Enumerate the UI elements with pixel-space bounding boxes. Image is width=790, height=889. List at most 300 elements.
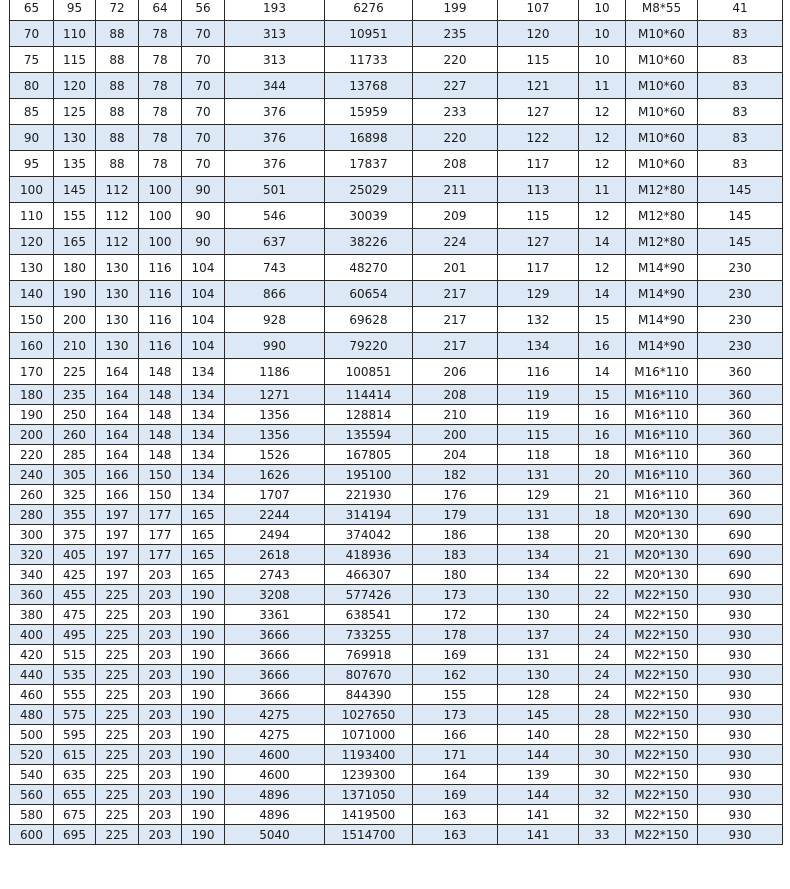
cell-len-b: 177: [139, 525, 182, 545]
cell-outer-dia: 405: [54, 545, 96, 565]
cell-bolt-torque: 360: [698, 485, 783, 505]
cell-len-a: 225: [96, 705, 139, 725]
cell-len-b: 100: [139, 229, 182, 255]
cell-len-a: 197: [96, 505, 139, 525]
cell-bolt-torque: 360: [698, 425, 783, 445]
cell-value-h: 209: [413, 203, 498, 229]
cell-value-h: 179: [413, 505, 498, 525]
cell-value-h: 208: [413, 151, 498, 177]
cell-value-i: 117: [498, 255, 579, 281]
cell-value-h: 220: [413, 47, 498, 73]
cell-torque: 376: [225, 151, 325, 177]
table-row: [10, 545, 783, 565]
cell-qty: 12: [579, 255, 626, 281]
cell-value-h: 182: [413, 465, 498, 485]
cell-len-b: 148: [139, 385, 182, 405]
cell-value-g: 48270: [325, 255, 413, 281]
cell-bolt-spec: M16*110: [626, 385, 698, 405]
cell-bolt-spec: M22*150: [626, 625, 698, 645]
cell-bolt-torque: 145: [698, 229, 783, 255]
cell-len-a: 164: [96, 359, 139, 385]
cell-value-h: 201: [413, 255, 498, 281]
cell-value-i: 130: [498, 585, 579, 605]
cell-qty: 20: [579, 525, 626, 545]
cell-torque: 3361: [225, 605, 325, 625]
cell-len-c: 190: [182, 805, 225, 825]
cell-len-b: 203: [139, 625, 182, 645]
cell-torque: 1707: [225, 485, 325, 505]
table-row: [10, 255, 783, 281]
cell-value-h: 206: [413, 359, 498, 385]
table-row: [10, 785, 783, 805]
cell-len-a: 166: [96, 465, 139, 485]
cell-value-h: 227: [413, 73, 498, 99]
table-row: [10, 745, 783, 765]
cell-qty: 10: [579, 47, 626, 73]
cell-torque: 3666: [225, 685, 325, 705]
cell-len-b: 203: [139, 785, 182, 805]
table-row: [10, 405, 783, 425]
cell-bolt-torque: 230: [698, 333, 783, 359]
cell-value-i: 115: [498, 425, 579, 445]
cell-len-a: 88: [96, 21, 139, 47]
cell-outer-dia: 425: [54, 565, 96, 585]
cell-value-h: 217: [413, 333, 498, 359]
cell-value-i: 127: [498, 99, 579, 125]
cell-bolt-spec: M20*130: [626, 505, 698, 525]
cell-value-g: 769918: [325, 645, 413, 665]
cell-value-g: 1419500: [325, 805, 413, 825]
cell-len-c: 70: [182, 99, 225, 125]
cell-bolt-torque: 41: [698, 0, 783, 21]
cell-value-g: 1371050: [325, 785, 413, 805]
cell-value-g: 30039: [325, 203, 413, 229]
cell-outer-dia: 325: [54, 485, 96, 505]
cell-torque: 4600: [225, 765, 325, 785]
cell-bolt-spec: M10*60: [626, 73, 698, 99]
cell-bolt-torque: 145: [698, 203, 783, 229]
cell-qty: 14: [579, 229, 626, 255]
cell-bolt-spec: M16*110: [626, 405, 698, 425]
cell-value-i: 113: [498, 177, 579, 203]
cell-qty: 18: [579, 445, 626, 465]
cell-value-i: 134: [498, 565, 579, 585]
cell-len-c: 190: [182, 765, 225, 785]
cell-len-b: 203: [139, 805, 182, 825]
cell-qty: 22: [579, 585, 626, 605]
cell-value-h: 217: [413, 307, 498, 333]
table-row: [10, 705, 783, 725]
cell-torque: 743: [225, 255, 325, 281]
cell-torque: 3666: [225, 625, 325, 645]
cell-size: 500: [10, 725, 54, 745]
cell-bolt-torque: 930: [698, 705, 783, 725]
cell-size: 380: [10, 605, 54, 625]
cell-size: 480: [10, 705, 54, 725]
cell-outer-dia: 455: [54, 585, 96, 605]
cell-len-a: 166: [96, 485, 139, 505]
cell-bolt-spec: M14*90: [626, 333, 698, 359]
cell-value-h: 210: [413, 405, 498, 425]
cell-value-h: 173: [413, 585, 498, 605]
cell-len-c: 90: [182, 229, 225, 255]
cell-outer-dia: 575: [54, 705, 96, 725]
cell-bolt-spec: M22*150: [626, 745, 698, 765]
cell-size: 280: [10, 505, 54, 525]
cell-value-i: 131: [498, 505, 579, 525]
cell-torque: 376: [225, 99, 325, 125]
cell-qty: 14: [579, 281, 626, 307]
cell-len-c: 70: [182, 73, 225, 99]
cell-value-i: 134: [498, 545, 579, 565]
cell-size: 100: [10, 177, 54, 203]
cell-bolt-spec: M22*150: [626, 805, 698, 825]
cell-qty: 24: [579, 645, 626, 665]
cell-size: 580: [10, 805, 54, 825]
cell-len-c: 165: [182, 505, 225, 525]
cell-qty: 12: [579, 99, 626, 125]
cell-bolt-spec: M10*60: [626, 21, 698, 47]
cell-value-h: 163: [413, 805, 498, 825]
cell-bolt-spec: M22*150: [626, 825, 698, 845]
cell-len-a: 225: [96, 785, 139, 805]
cell-outer-dia: 95: [54, 0, 96, 21]
cell-len-b: 116: [139, 255, 182, 281]
cell-value-g: 69628: [325, 307, 413, 333]
cell-len-c: 134: [182, 465, 225, 485]
cell-value-i: 137: [498, 625, 579, 645]
cell-len-a: 164: [96, 425, 139, 445]
cell-bolt-spec: M10*60: [626, 125, 698, 151]
cell-value-g: 100851: [325, 359, 413, 385]
table-row: [10, 685, 783, 705]
cell-value-h: 164: [413, 765, 498, 785]
cell-size: 260: [10, 485, 54, 505]
cell-value-g: 314194: [325, 505, 413, 525]
cell-outer-dia: 305: [54, 465, 96, 485]
cell-len-b: 150: [139, 465, 182, 485]
cell-bolt-spec: M22*150: [626, 685, 698, 705]
cell-len-c: 190: [182, 745, 225, 765]
cell-qty: 33: [579, 825, 626, 845]
table-row: [10, 445, 783, 465]
cell-qty: 10: [579, 0, 626, 21]
cell-size: 400: [10, 625, 54, 645]
cell-len-a: 164: [96, 445, 139, 465]
cell-bolt-torque: 930: [698, 645, 783, 665]
cell-bolt-torque: 930: [698, 765, 783, 785]
cell-outer-dia: 635: [54, 765, 96, 785]
cell-len-c: 70: [182, 151, 225, 177]
cell-value-i: 122: [498, 125, 579, 151]
cell-qty: 28: [579, 725, 626, 745]
cell-value-h: 211: [413, 177, 498, 203]
cell-qty: 14: [579, 359, 626, 385]
cell-bolt-torque: 83: [698, 125, 783, 151]
cell-value-i: 129: [498, 485, 579, 505]
cell-bolt-spec: M22*150: [626, 665, 698, 685]
cell-value-g: 1193400: [325, 745, 413, 765]
cell-value-i: 141: [498, 805, 579, 825]
cell-torque: 1526: [225, 445, 325, 465]
cell-bolt-torque: 690: [698, 525, 783, 545]
cell-torque: 3666: [225, 645, 325, 665]
cell-outer-dia: 210: [54, 333, 96, 359]
cell-qty: 32: [579, 785, 626, 805]
cell-len-a: 164: [96, 385, 139, 405]
cell-len-a: 164: [96, 405, 139, 425]
cell-outer-dia: 355: [54, 505, 96, 525]
table-row: [10, 725, 783, 745]
cell-value-g: 577426: [325, 585, 413, 605]
cell-bolt-spec: M16*110: [626, 485, 698, 505]
cell-bolt-torque: 83: [698, 73, 783, 99]
cell-size: 150: [10, 307, 54, 333]
cell-size: 360: [10, 585, 54, 605]
cell-torque: 1186: [225, 359, 325, 385]
cell-size: 65: [10, 0, 54, 21]
cell-bolt-spec: M12*80: [626, 229, 698, 255]
cell-len-a: 197: [96, 565, 139, 585]
cell-len-a: 130: [96, 281, 139, 307]
cell-bolt-torque: 690: [698, 565, 783, 585]
cell-outer-dia: 145: [54, 177, 96, 203]
cell-len-b: 203: [139, 605, 182, 625]
cell-qty: 24: [579, 685, 626, 705]
cell-value-h: 233: [413, 99, 498, 125]
table-row: [10, 359, 783, 385]
cell-value-i: 115: [498, 47, 579, 73]
cell-len-c: 165: [182, 525, 225, 545]
cell-outer-dia: 120: [54, 73, 96, 99]
cell-len-b: 100: [139, 177, 182, 203]
cell-outer-dia: 695: [54, 825, 96, 845]
cell-size: 460: [10, 685, 54, 705]
cell-len-c: 104: [182, 333, 225, 359]
cell-len-a: 197: [96, 525, 139, 545]
cell-size: 95: [10, 151, 54, 177]
table-row: [10, 385, 783, 405]
cell-torque: 1356: [225, 405, 325, 425]
cell-value-g: 167805: [325, 445, 413, 465]
cell-len-a: 225: [96, 645, 139, 665]
cell-len-a: 225: [96, 665, 139, 685]
cell-value-g: 13768: [325, 73, 413, 99]
cell-len-b: 148: [139, 405, 182, 425]
cell-value-g: 844390: [325, 685, 413, 705]
cell-len-a: 225: [96, 745, 139, 765]
cell-value-g: 15959: [325, 99, 413, 125]
cell-len-c: 190: [182, 685, 225, 705]
cell-len-b: 148: [139, 359, 182, 385]
cell-outer-dia: 535: [54, 665, 96, 685]
cell-outer-dia: 235: [54, 385, 96, 405]
cell-qty: 12: [579, 125, 626, 151]
cell-bolt-spec: M20*130: [626, 565, 698, 585]
cell-qty: 30: [579, 765, 626, 785]
cell-bolt-torque: 360: [698, 465, 783, 485]
cell-value-i: 138: [498, 525, 579, 545]
cell-len-c: 134: [182, 445, 225, 465]
cell-torque: 4896: [225, 785, 325, 805]
cell-bolt-torque: 930: [698, 605, 783, 625]
cell-len-b: 78: [139, 47, 182, 73]
cell-len-c: 190: [182, 585, 225, 605]
cell-size: 90: [10, 125, 54, 151]
cell-torque: 546: [225, 203, 325, 229]
cell-outer-dia: 165: [54, 229, 96, 255]
cell-len-b: 203: [139, 725, 182, 745]
cell-bolt-spec: M20*130: [626, 545, 698, 565]
cell-bolt-torque: 930: [698, 785, 783, 805]
cell-bolt-torque: 930: [698, 665, 783, 685]
cell-value-h: 171: [413, 745, 498, 765]
cell-torque: 4896: [225, 805, 325, 825]
table-row: [10, 73, 783, 99]
cell-value-h: 173: [413, 705, 498, 725]
cell-len-a: 88: [96, 73, 139, 99]
cell-value-i: 141: [498, 825, 579, 845]
cell-len-b: 203: [139, 565, 182, 585]
cell-outer-dia: 555: [54, 685, 96, 705]
cell-size: 170: [10, 359, 54, 385]
table-row: [10, 151, 783, 177]
cell-bolt-torque: 360: [698, 405, 783, 425]
table-row: [10, 125, 783, 151]
cell-len-b: 177: [139, 505, 182, 525]
cell-value-g: 374042: [325, 525, 413, 545]
cell-len-a: 112: [96, 177, 139, 203]
cell-size: 540: [10, 765, 54, 785]
cell-len-c: 134: [182, 385, 225, 405]
cell-size: 140: [10, 281, 54, 307]
cell-size: 180: [10, 385, 54, 405]
cell-outer-dia: 190: [54, 281, 96, 307]
cell-value-i: 118: [498, 445, 579, 465]
cell-value-i: 119: [498, 405, 579, 425]
cell-bolt-spec: M22*150: [626, 725, 698, 745]
cell-torque: 2244: [225, 505, 325, 525]
cell-value-i: 129: [498, 281, 579, 307]
cell-size: 520: [10, 745, 54, 765]
cell-value-g: 1239300: [325, 765, 413, 785]
table-row: [10, 825, 783, 845]
specification-table: [9, 0, 783, 845]
cell-len-b: 78: [139, 99, 182, 125]
cell-bolt-spec: M12*80: [626, 177, 698, 203]
cell-qty: 24: [579, 625, 626, 645]
cell-bolt-torque: 83: [698, 151, 783, 177]
cell-value-g: 25029: [325, 177, 413, 203]
cell-torque: 1356: [225, 425, 325, 445]
cell-len-a: 225: [96, 725, 139, 745]
cell-value-g: 135594: [325, 425, 413, 445]
cell-len-a: 112: [96, 203, 139, 229]
cell-len-a: 72: [96, 0, 139, 21]
table-row: [10, 805, 783, 825]
cell-bolt-torque: 83: [698, 47, 783, 73]
cell-bolt-torque: 360: [698, 445, 783, 465]
cell-bolt-spec: M22*150: [626, 605, 698, 625]
cell-bolt-torque: 930: [698, 585, 783, 605]
cell-outer-dia: 495: [54, 625, 96, 645]
cell-bolt-torque: 230: [698, 307, 783, 333]
cell-len-c: 104: [182, 307, 225, 333]
cell-value-g: 807670: [325, 665, 413, 685]
cell-size: 340: [10, 565, 54, 585]
cell-value-g: 1071000: [325, 725, 413, 745]
cell-torque: 193: [225, 0, 325, 21]
cell-outer-dia: 285: [54, 445, 96, 465]
cell-len-a: 225: [96, 685, 139, 705]
cell-bolt-torque: 83: [698, 99, 783, 125]
cell-bolt-spec: M14*90: [626, 307, 698, 333]
cell-size: 70: [10, 21, 54, 47]
cell-bolt-spec: M22*150: [626, 705, 698, 725]
cell-bolt-spec: M8*55: [626, 0, 698, 21]
cell-bolt-spec: M12*80: [626, 203, 698, 229]
cell-len-c: 90: [182, 177, 225, 203]
cell-len-a: 88: [96, 99, 139, 125]
cell-len-c: 190: [182, 625, 225, 645]
cell-value-h: 220: [413, 125, 498, 151]
table-row: [10, 645, 783, 665]
cell-outer-dia: 110: [54, 21, 96, 47]
cell-qty: 12: [579, 203, 626, 229]
cell-len-c: 70: [182, 21, 225, 47]
cell-len-b: 203: [139, 705, 182, 725]
cell-bolt-torque: 690: [698, 545, 783, 565]
cell-value-h: 166: [413, 725, 498, 745]
cell-qty: 22: [579, 565, 626, 585]
cell-outer-dia: 475: [54, 605, 96, 625]
cell-len-c: 104: [182, 255, 225, 281]
cell-bolt-torque: 360: [698, 385, 783, 405]
cell-value-i: 131: [498, 645, 579, 665]
cell-size: 200: [10, 425, 54, 445]
cell-torque: 5040: [225, 825, 325, 845]
cell-qty: 28: [579, 705, 626, 725]
cell-bolt-torque: 145: [698, 177, 783, 203]
cell-torque: 2743: [225, 565, 325, 585]
cell-torque: 313: [225, 47, 325, 73]
cell-size: 80: [10, 73, 54, 99]
cell-size: 300: [10, 525, 54, 545]
table-row: [10, 307, 783, 333]
cell-torque: 1271: [225, 385, 325, 405]
cell-len-b: 203: [139, 685, 182, 705]
cell-value-h: 200: [413, 425, 498, 445]
cell-size: 560: [10, 785, 54, 805]
cell-size: 130: [10, 255, 54, 281]
cell-outer-dia: 200: [54, 307, 96, 333]
cell-torque: 1626: [225, 465, 325, 485]
cell-outer-dia: 115: [54, 47, 96, 73]
cell-len-c: 190: [182, 705, 225, 725]
cell-bolt-spec: M16*110: [626, 445, 698, 465]
cell-len-b: 203: [139, 765, 182, 785]
cell-torque: 376: [225, 125, 325, 151]
cell-len-c: 190: [182, 645, 225, 665]
cell-value-g: 6276: [325, 0, 413, 21]
cell-len-b: 64: [139, 0, 182, 21]
cell-outer-dia: 180: [54, 255, 96, 281]
cell-value-i: 144: [498, 745, 579, 765]
cell-size: 85: [10, 99, 54, 125]
cell-value-g: 16898: [325, 125, 413, 151]
table-row: [10, 177, 783, 203]
cell-value-h: 172: [413, 605, 498, 625]
